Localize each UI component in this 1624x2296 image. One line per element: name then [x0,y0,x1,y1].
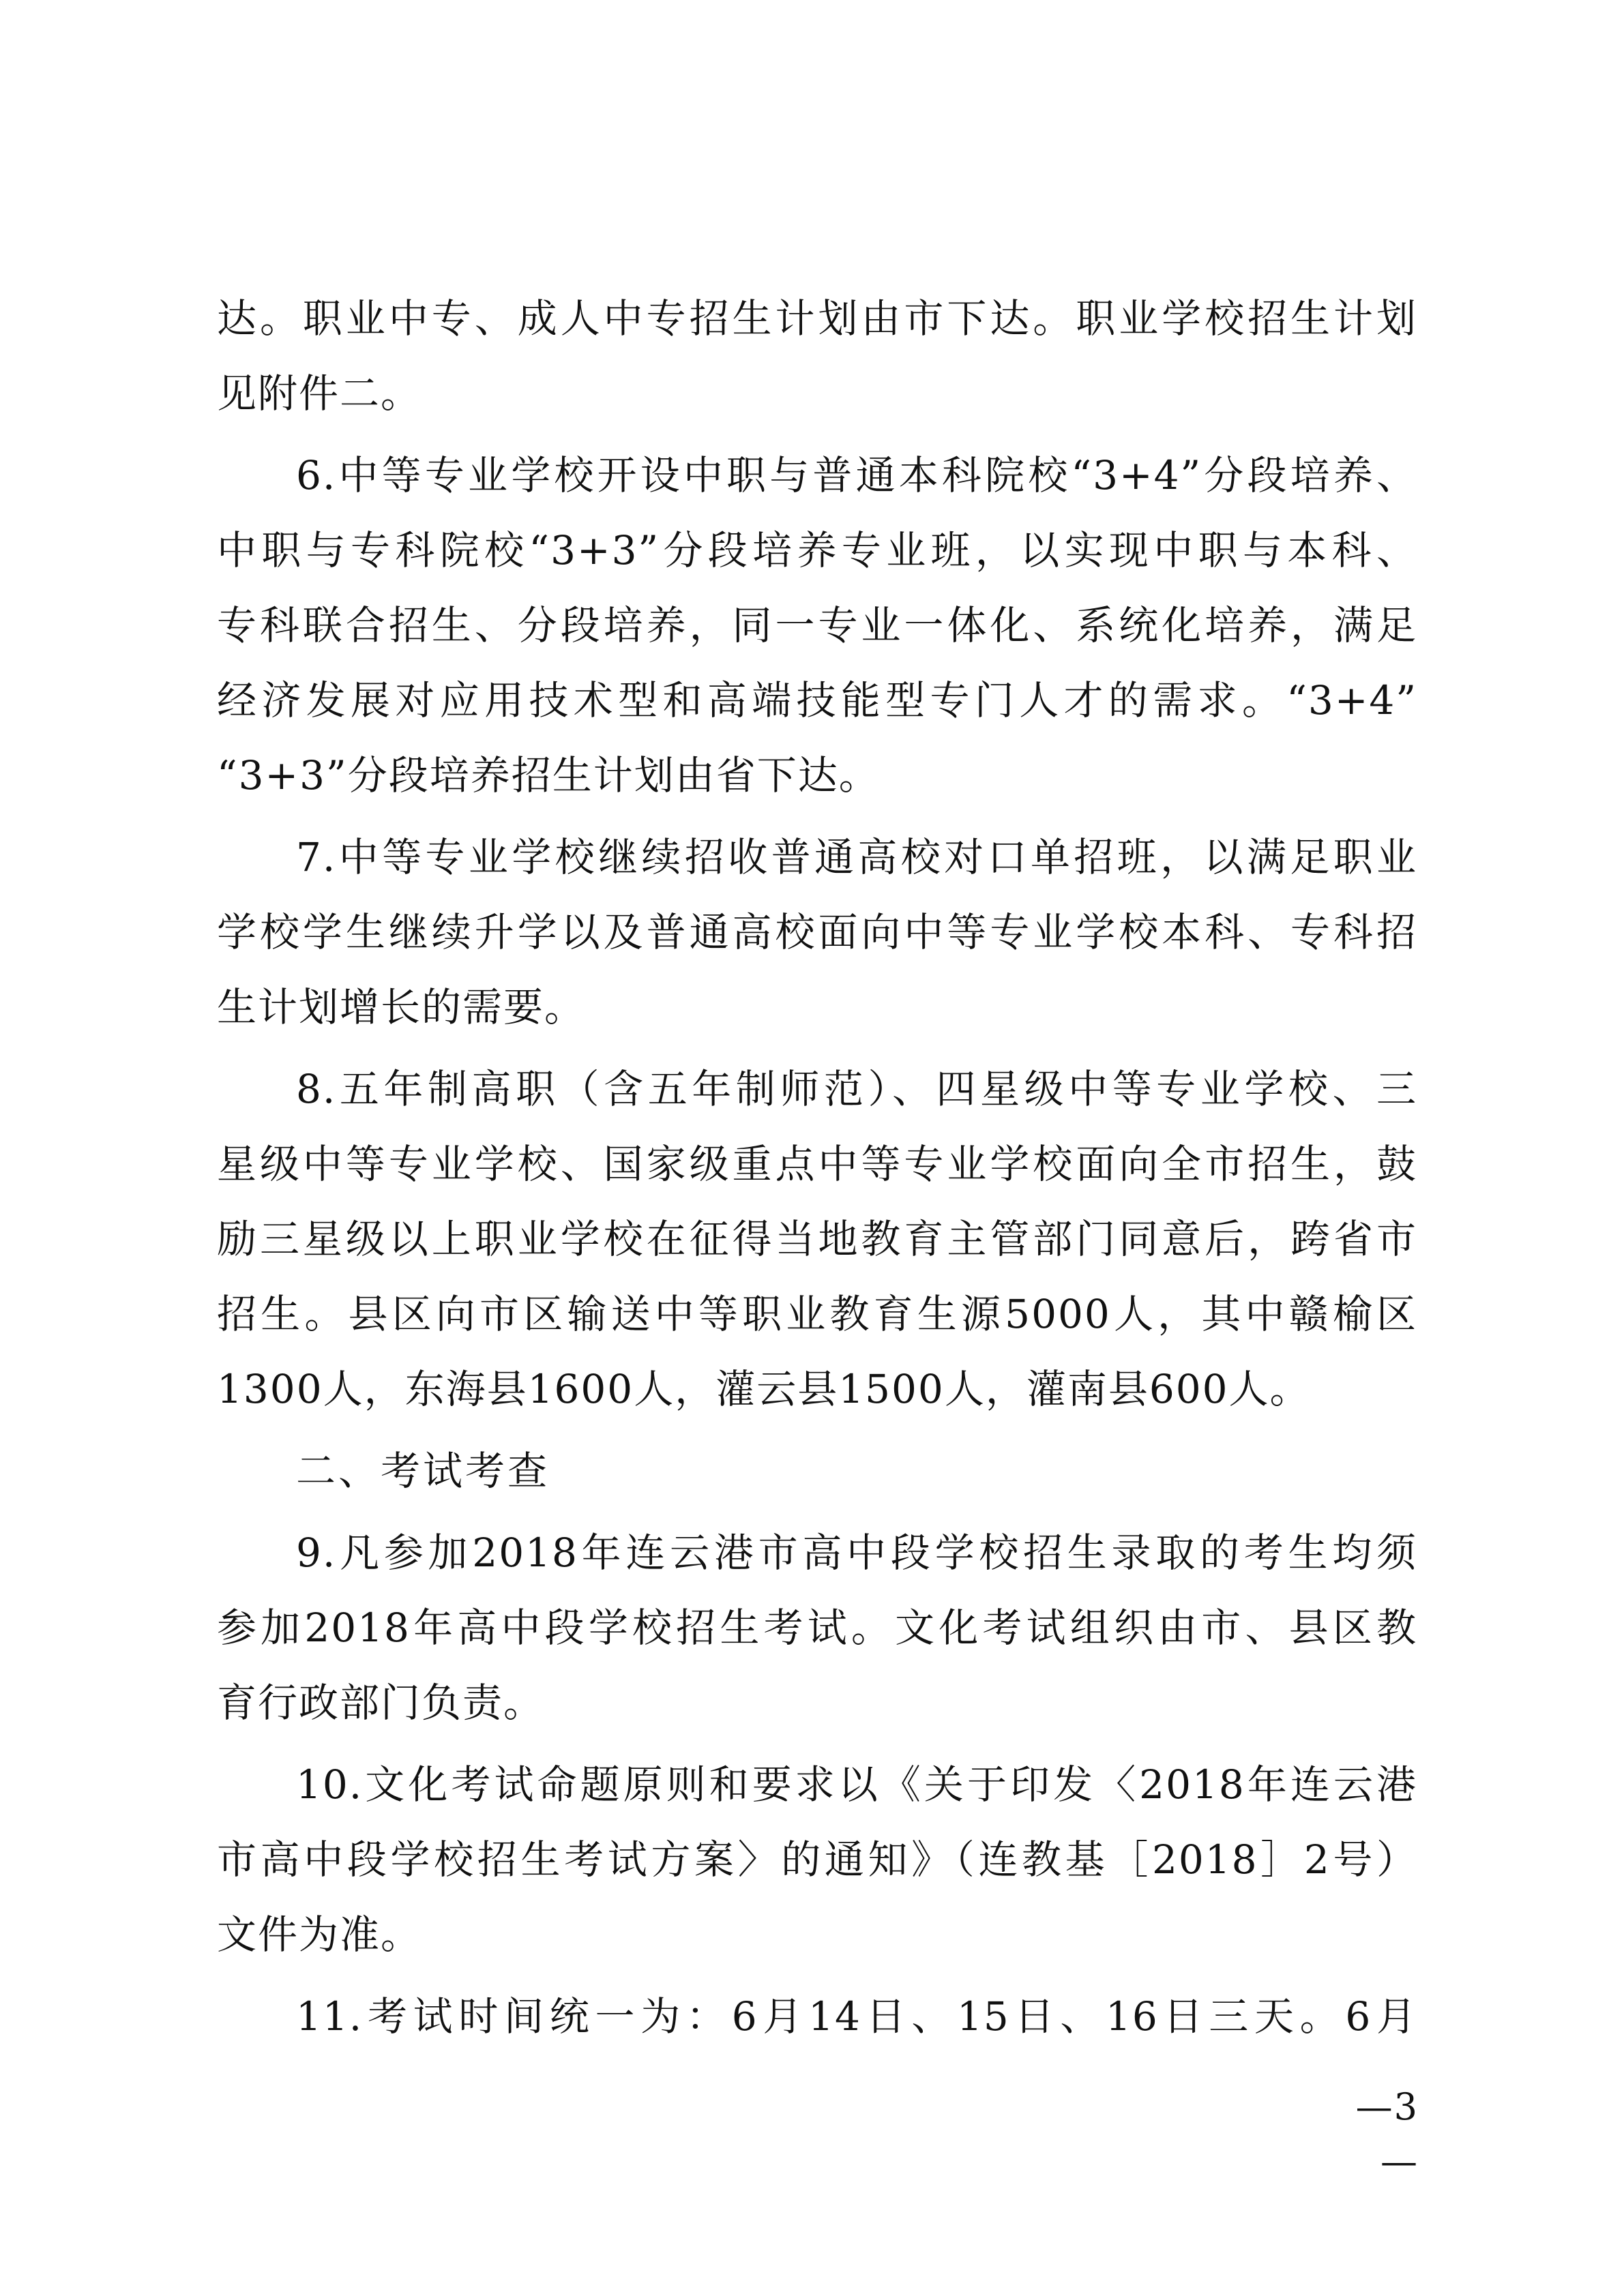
paragraph-line: 8.五年制高职（含五年制师范）、四星级中等专业学校、三 [296,1066,1417,1112]
paragraph-line: 中职与专科院校“3+3”分段培养专业班，以实现中职与本科、 [217,527,1417,573]
page-number: —3— [1355,2085,1419,2183]
paragraph-line: 育行政部门负责。 [217,1680,545,1726]
paragraph-line: 见附件二。 [217,370,422,417]
paragraph-line: 7.中等专业学校继续招收普通高校对口单招班，以满足职业 [296,834,1417,880]
paragraph-line: 9.凡参加2018年连云港市高中段学校招生录取的考生均须 [296,1530,1417,1576]
paragraph-line: 学校学生继续升学以及普通高校面向中等专业学校本科、专科招 [217,909,1417,955]
paragraph-line: 市高中段学校招生考试方案〉的通知》（连教基［2018］2号） [217,1836,1417,1883]
paragraph-line: 生计划增长的需要。 [217,984,586,1030]
section-heading: 二、考试考查 [296,1448,550,1494]
paragraph-line: 6.中等专业学校开设中职与普通本科院校“3+4”分段培养、 [296,452,1417,498]
paragraph-line: “3+3”分段培养招生计划由省下达。 [217,752,880,799]
paragraph-line: 经济发展对应用技术型和高端技能型专门人才的需求。“3+4” [217,677,1417,724]
paragraph-line: 达。职业中专、成人中专招生计划由市下达。职业学校招生计划 [217,295,1417,342]
paragraph-line: 参加2018年高中段学校招生考试。文化考试组织由市、县区教 [217,1605,1417,1651]
paragraph-line: 11.考试时间统一为：6月14日、15日、16日三天。6月 [296,1993,1417,2040]
paragraph-line: 励三星级以上职业学校在征得当地教育主管部门同意后，跨省市 [217,1216,1417,1262]
paragraph-line: 星级中等专业学校、国家级重点中等专业学校面向全市招生，鼓 [217,1141,1417,1187]
paragraph-line: 10.文化考试命题原则和要求以《关于印发〈2018年连云港 [296,1761,1417,1808]
paragraph-line: 专科联合招生、分段培养，同一专业一体化、系统化培养，满足 [217,602,1417,648]
paragraph-line: 文件为准。 [217,1911,422,1958]
paragraph-line: 招生。县区向市区输送中等职业教育生源5000人，其中赣榆区 [217,1291,1417,1337]
paragraph-line: 1300人，东海县1600人，灌云县1500人，灌南县600人。 [217,1366,1311,1412]
